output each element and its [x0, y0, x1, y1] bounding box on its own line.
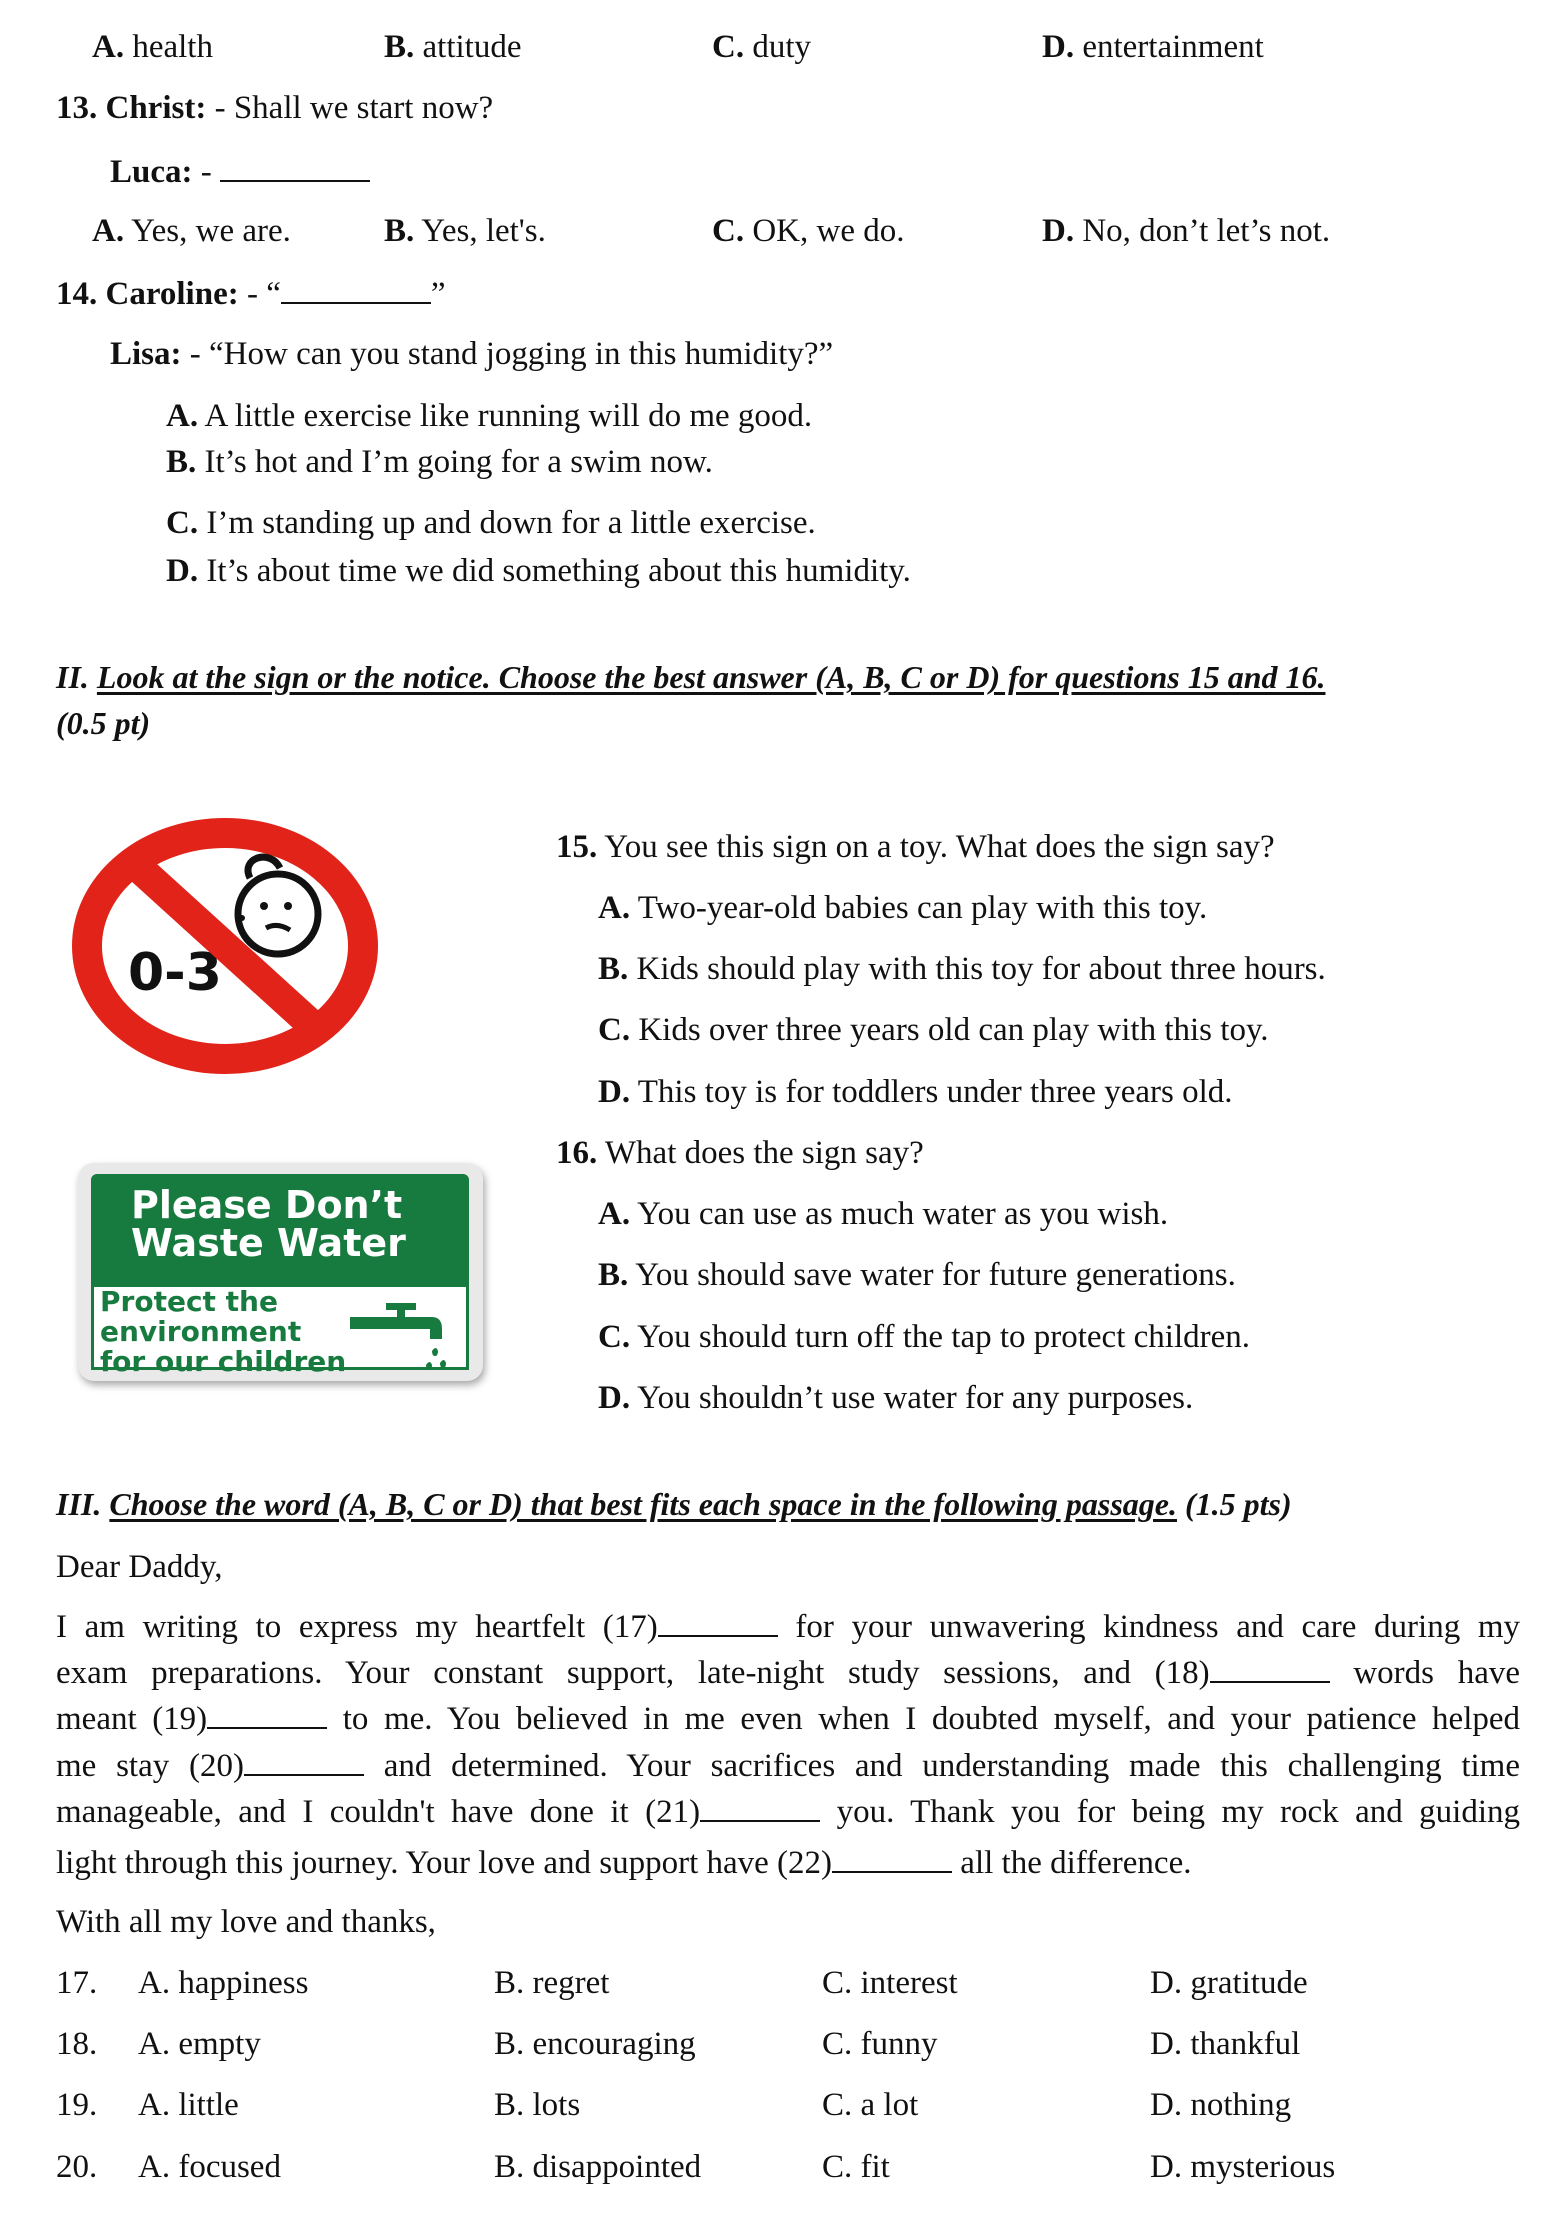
answer-19-d: D. nothing — [1150, 2087, 1292, 2123]
letter-line-6: light through this journey. Your love and support have (22) all the difference. — [56, 1841, 1191, 1883]
answer-18-a: A. empty — [138, 2026, 261, 2062]
q12-option-d: D. entertainment — [1042, 29, 1264, 65]
q13-option-a: A. Yes, we are. — [92, 213, 291, 249]
section2-points: (0.5 pt) — [56, 705, 151, 741]
letter-line-3: meant (19) to me. You believed in me even when I doubted myself, and your patience helped — [56, 1696, 1520, 1742]
sign-title-line2: Waste Water — [131, 1221, 406, 1265]
answer-20-a: A. focused — [138, 2149, 281, 2185]
q15-option-a: A. Two-year-old babies can play with this toy. — [598, 890, 1208, 926]
q12-option-a: A. health — [92, 29, 213, 65]
q15-option-c: C. Kids over three years old can play with this toy. — [598, 1012, 1269, 1048]
letter-line-5: manageable, and I couldn't have done it (21) you. Thank you for being my rock and guiding — [56, 1789, 1520, 1835]
q12-option-b: B. attitude — [384, 29, 522, 65]
answer-18-d: D. thankful — [1150, 2026, 1301, 2062]
q14-option-b: B. It’s hot and I’m going for a swim now. — [166, 444, 713, 480]
save-water-sign — [78, 1163, 483, 1381]
q13-line2: Luca: - — [110, 150, 370, 192]
q16-option-d: D. You shouldn’t use water for any purposes. — [598, 1380, 1194, 1416]
section2-heading: II. Look at the sign or the notice. Choose the best answer (A, B, C or D) for questions 15 and 16. — [56, 659, 1326, 695]
section3-heading: III. Choose the word (A, B, C or D) that best fits each space in the following passage. (1.5 pts) — [56, 1486, 1292, 1522]
letter-line-1: I am writing to express my heartfelt (17) for your unwavering kindness and care during my — [56, 1604, 1520, 1650]
answer-19-b: B. lots — [494, 2087, 581, 2123]
letter-closing: With all my love and thanks, — [56, 1904, 436, 1940]
no-toddler-sign — [70, 818, 380, 1074]
sign-title-line1: Please Don’t — [131, 1183, 403, 1227]
letter-greeting: Dear Daddy, — [56, 1549, 223, 1585]
q14-line2: Lisa: - “How can you stand jogging in this humidity?” — [110, 336, 834, 372]
sign-body-line1: Protect the — [100, 1285, 278, 1318]
age-range-label: 0-3 — [128, 943, 222, 1003]
answer-18-b: B. encouraging — [494, 2026, 696, 2062]
q13-option-c: C. OK, we do. — [712, 213, 905, 249]
answer-20-number: 20. — [56, 2149, 98, 2185]
answer-17-b: B. regret — [494, 1965, 610, 2001]
q14-option-a: A. A little exercise like running will do me good. — [166, 398, 813, 434]
q14-option-d: D. It’s about time we did something about this humidity. — [166, 553, 911, 589]
answer-20-b: B. disappointed — [494, 2149, 702, 2185]
q13-line1: 13. Christ: - Shall we start now? — [56, 90, 494, 126]
q13-option-d: D. No, don’t let’s not. — [1042, 213, 1331, 249]
sign-body-line2: environment — [100, 1315, 302, 1348]
faucet-icon — [350, 1303, 460, 1373]
q12-option-c: C. duty — [712, 29, 812, 65]
q16-option-a: A. You can use as much water as you wish. — [598, 1196, 1169, 1232]
answer-19-a: A. little — [138, 2087, 239, 2123]
q15-option-d: D. This toy is for toddlers under three years old. — [598, 1074, 1233, 1110]
q16-option-c: C. You should turn off the tap to protect children. — [598, 1319, 1250, 1355]
answer-17-a: A. happiness — [138, 1965, 309, 2001]
answer-17-c: C. interest — [822, 1965, 958, 2001]
answer-17-d: D. gratitude — [1150, 1965, 1308, 2001]
answer-18-c: C. funny — [822, 2026, 938, 2062]
q15-question: 15. You see this sign on a toy. What does the sign say? — [556, 829, 1275, 865]
sign-body-line3: for our children — [100, 1345, 347, 1378]
q13-option-b: B. Yes, let's. — [384, 213, 546, 249]
answer-20-c: C. fit — [822, 2149, 890, 2185]
sign-title — [91, 1174, 469, 1284]
answer-18-number: 18. — [56, 2026, 98, 2062]
answer-20-d: D. mysterious — [1150, 2149, 1336, 2185]
q14-line1: 14. Caroline: - “ ” — [56, 272, 446, 314]
q14-option-c: C. I’m standing up and down for a little exercise. — [166, 505, 816, 541]
answer-17-number: 17. — [56, 1965, 98, 2001]
letter-line-2: exam preparations. Your constant support, late-night study sessions, and (18) words have — [56, 1650, 1520, 1696]
answer-19-number: 19. — [56, 2087, 98, 2123]
q15-option-b: B. Kids should play with this toy for about three hours. — [598, 951, 1326, 987]
q16-option-b: B. You should save water for future generations. — [598, 1257, 1236, 1293]
letter-line-4: me stay (20) and determined. Your sacrifices and understanding made this challenging time — [56, 1743, 1520, 1789]
answer-19-c: C. a lot — [822, 2087, 919, 2123]
q16-question: 16. What does the sign say? — [556, 1135, 924, 1171]
